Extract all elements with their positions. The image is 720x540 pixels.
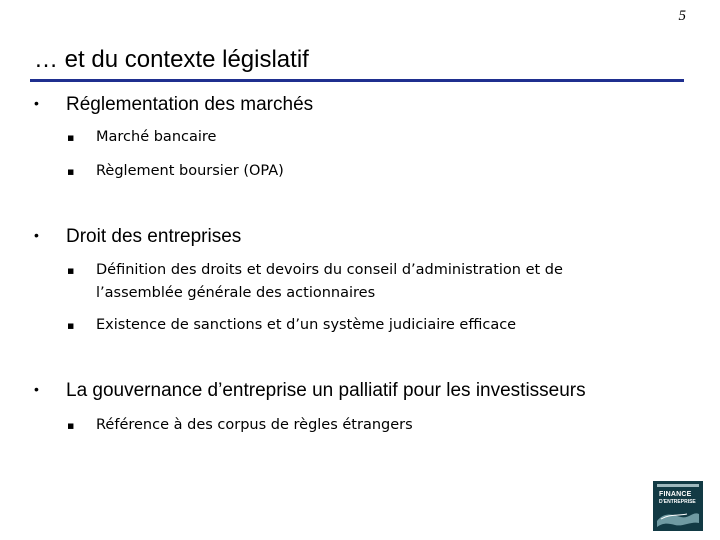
round-bullet-icon: • bbox=[34, 227, 39, 243]
round-bullet-icon: • bbox=[34, 381, 39, 397]
bullet-text: Référence à des corpus de règles étrangers bbox=[96, 417, 413, 433]
bullet-text: Réglementation des marchés bbox=[66, 94, 314, 115]
page-number: 5 bbox=[678, 8, 686, 24]
square-bullet-icon: ▪ bbox=[67, 264, 75, 277]
square-bullet-icon: ▪ bbox=[67, 165, 75, 178]
logo-subtitle: D'ENTREPRISE bbox=[659, 499, 696, 505]
bullet-text: Droit des entreprises bbox=[66, 226, 242, 247]
bullet-text: Définition des droits et devoirs du conseil d’administration et de l’assemblée générale des actionnaires bbox=[96, 262, 563, 301]
slide-title: … et du contexte législatif bbox=[34, 46, 309, 73]
logo-title: FINANCE bbox=[659, 491, 692, 498]
book-cover-logo bbox=[653, 481, 703, 531]
bullet-text: La gouvernance d’entreprise un palliatif pour les investisseurs bbox=[66, 380, 586, 401]
square-bullet-icon: ▪ bbox=[67, 319, 75, 332]
logo-wave-icon bbox=[653, 481, 703, 531]
round-bullet-icon: • bbox=[34, 95, 39, 111]
bullet-text: Existence de sanctions et d’un système judiciaire efficace bbox=[96, 317, 517, 333]
square-bullet-icon: ▪ bbox=[67, 131, 75, 144]
square-bullet-icon: ▪ bbox=[67, 419, 75, 432]
bullet-text: Règlement boursier (OPA) bbox=[96, 163, 284, 179]
bullet-text: Marché bancaire bbox=[96, 129, 217, 145]
